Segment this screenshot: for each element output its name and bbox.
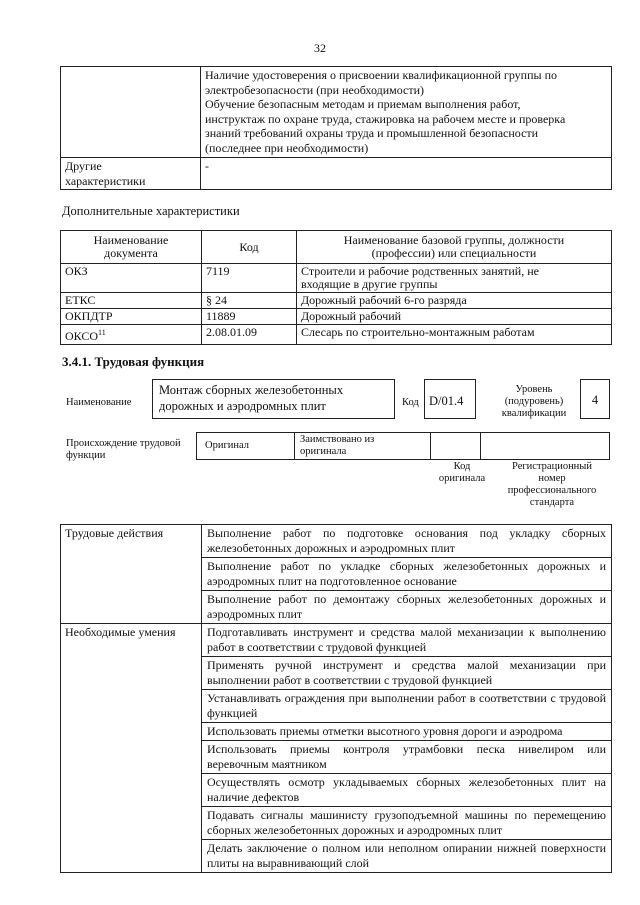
list-item: Делать заключение о полном или неполном опирании нижней поверхности плиты на выравнивающий слой	[202, 840, 612, 873]
skills-label: Необходимые умения	[61, 624, 202, 873]
table-row	[61, 525, 612, 558]
name-label: Наименование	[66, 397, 132, 408]
other-characteristics-value: -	[201, 158, 612, 190]
list-item: Подготавливать инструмент и средства малой механизации к выполнению работ в соответствии с трудовой функцией	[202, 624, 612, 657]
original-cell: Оригинал	[197, 433, 295, 459]
code-label: Код	[402, 397, 419, 408]
additional-title: Дополнительные характеристики	[62, 204, 240, 218]
registration-number-label: Регистрационный номер профессионального стандарта	[507, 461, 597, 508]
level-label: Уровень (подуровень) квалификации	[501, 384, 567, 419]
list-item: Выполнение работ по укладке сборных железобетонных дорожных и аэродромных плит на подготовленное основание	[202, 558, 612, 591]
table-row	[61, 624, 612, 657]
list-item: Использовать приемы отметки высотного уровня дороги и аэродрома	[202, 723, 612, 741]
list-item: Устанавливать ограждения при выполнении работ в соответствии с трудовой функцией	[202, 690, 612, 723]
requirements-cell: Наличие удостоверения о присвоении квалификационной группы по электробезопасности (при необходимости) Обучение безопасным методам и приемам выполнения работ, инструктаж по охране труда, стажировка на рабочем месте и проверка знаний требований охраны труда и промышленной безопасности (последнее при необходимости)	[201, 67, 612, 158]
function-name-box: Монтаж сборных железобетонных дорожных и аэродромных плит	[152, 379, 395, 419]
list-item: Выполнение работ по демонтажу сборных железобетонных дорожных и аэродромных плит	[202, 591, 612, 624]
borrowed-cell: Заимствовано из оригинала	[295, 433, 431, 459]
table-row	[61, 67, 612, 158]
table-row: ОКСО$^{11}$ 2.08.01.09 Слесарь по строительно-монтажным работам	[61, 325, 612, 345]
list-item: Использовать приемы контроля утрамбовки песка нивелиром или веревочным маятником	[202, 741, 612, 774]
qualification-table	[60, 66, 612, 190]
table-row: ОКПДТР 11889 Дорожный рабочий	[61, 309, 612, 325]
origin-label: Происхождение трудовой функции	[66, 438, 181, 461]
table-row: ЕТКС § 24 Дорожный рабочий 6-го разряда	[61, 293, 612, 309]
original-code-label: Код оригинала	[438, 461, 486, 484]
level-value-box: 4	[580, 379, 610, 419]
function-details-table	[60, 524, 612, 873]
list-item: Выполнение работ по подготовке основания под укладку сборных железобетонных дорожных и аэродромных плит	[202, 525, 612, 558]
table-row	[61, 158, 612, 190]
other-characteristics-label: Другие характеристики	[61, 158, 201, 190]
code-value-box: D/01.4	[424, 379, 476, 419]
section-title: 3.4.1. Трудовая функция	[62, 354, 205, 369]
actions-label: Трудовые действия	[61, 525, 202, 624]
additional-table	[60, 230, 612, 345]
list-item: Применять ручной инструмент и средства малой механизации при выполнении работ в соответствии с трудовой функцией	[202, 657, 612, 690]
page-number: 32	[314, 41, 326, 55]
list-item: Подавать сигналы машинисту грузоподъемной машины по перемещению сборных железобетонных дорожных и аэродромных плит	[202, 807, 612, 840]
origin-box	[196, 432, 610, 460]
table-header-row: Наименование документа Код Наименование базовой группы, должности (профессии) или специальности	[61, 231, 612, 264]
list-item: Осуществлять осмотр укладываемых сборных железобетонных плит на наличие дефектов	[202, 774, 612, 807]
table-row: ОКЗ 7119 Строители и рабочие родственных занятий, не входящие в другие группы	[61, 264, 612, 293]
original-code-cell	[431, 433, 481, 459]
